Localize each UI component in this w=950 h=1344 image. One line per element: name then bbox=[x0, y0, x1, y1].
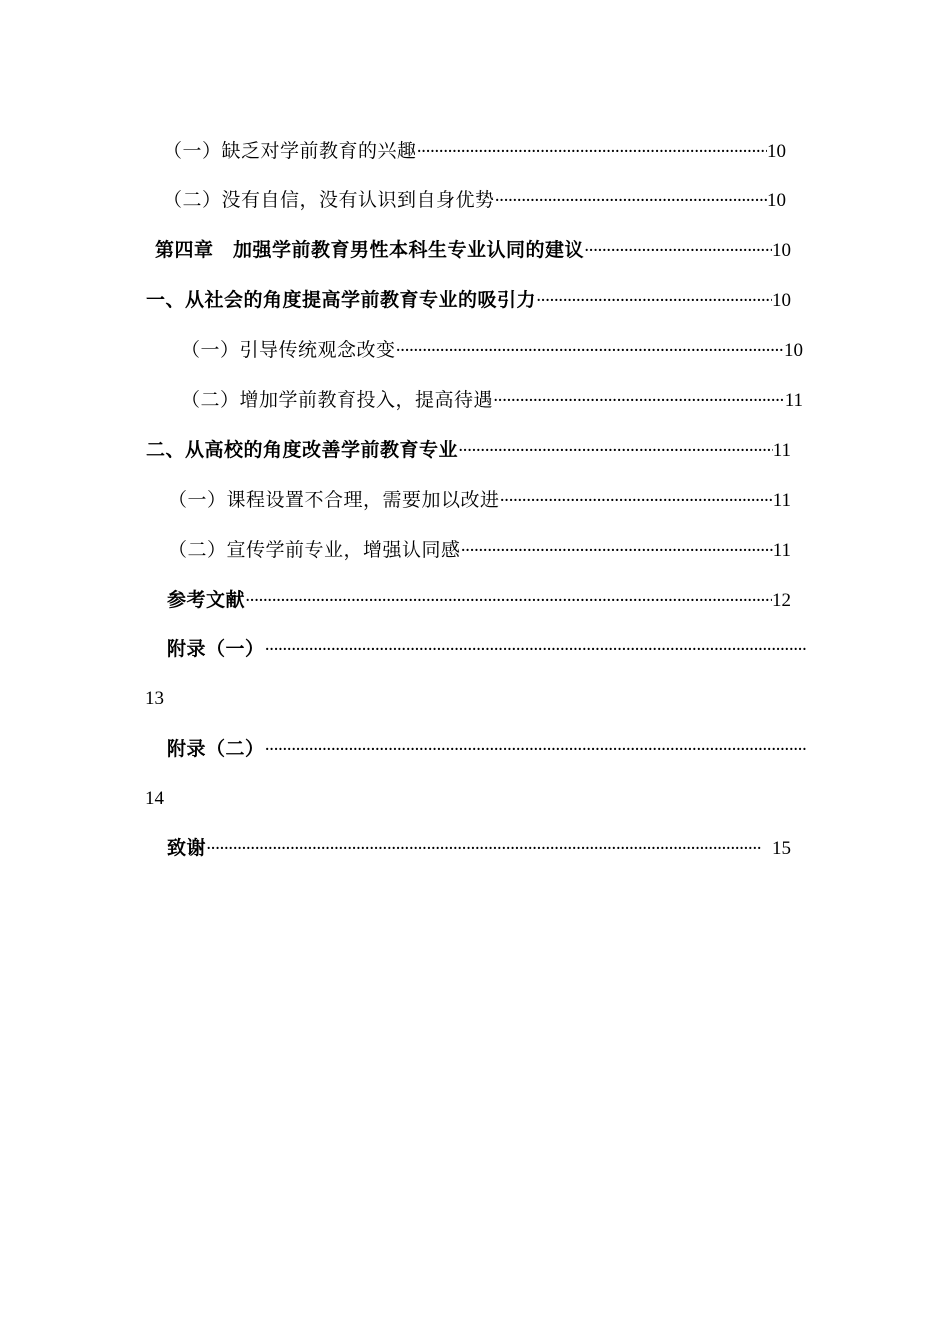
toc-entry-page: 10 bbox=[767, 190, 786, 211]
toc-entry[interactable] bbox=[163, 136, 786, 166]
toc-entry-page: 10 bbox=[772, 290, 791, 311]
toc-leader-dots bbox=[495, 186, 767, 215]
toc-entry-title: （一）引导传统观念改变 bbox=[181, 339, 396, 361]
toc-leader-dots bbox=[206, 834, 772, 863]
toc-entry-title: 二、从高校的角度改善学前教育专业 bbox=[146, 439, 459, 461]
toc-entry-title: （二）没有自信，没有认识到自身优势 bbox=[163, 189, 495, 211]
toc-entry-title: （二）增加学前教育投入，提高待遇 bbox=[181, 389, 494, 411]
toc-entry-page: 14 bbox=[145, 788, 164, 809]
toc-entry-appendix-1[interactable] bbox=[167, 634, 807, 664]
toc-entry-references[interactable] bbox=[167, 585, 791, 615]
toc-entry-title: 附录（二） bbox=[167, 738, 265, 760]
toc-entry[interactable] bbox=[168, 535, 791, 565]
toc-entry-page: 11 bbox=[772, 540, 791, 561]
toc-entry-chapter[interactable] bbox=[155, 235, 791, 265]
toc-entry-title: 附录（一） bbox=[167, 638, 265, 660]
toc-entry-appendix-2[interactable] bbox=[167, 734, 807, 764]
toc-entry-title: 一、从社会的角度提高学前教育专业的吸引力 bbox=[146, 289, 537, 311]
toc-entry-title: 致谢 bbox=[167, 837, 207, 859]
toc-entry-title: 参考文献 bbox=[167, 589, 246, 611]
toc-entry-page: 10 bbox=[767, 141, 786, 162]
toc-entry[interactable] bbox=[168, 485, 791, 515]
toc-entry[interactable] bbox=[181, 335, 803, 365]
toc-leader-dots bbox=[536, 286, 772, 315]
toc-entry-acknowledgements[interactable] bbox=[167, 833, 791, 863]
toc-leader-dots bbox=[584, 236, 772, 265]
toc-entry-page: 12 bbox=[772, 590, 791, 611]
toc-entry-page: 10 bbox=[772, 240, 791, 261]
toc-entry[interactable] bbox=[163, 185, 786, 215]
toc-entry-page: 11 bbox=[772, 490, 791, 511]
toc-leader-dots bbox=[500, 486, 773, 515]
toc-leader-dots bbox=[458, 436, 773, 465]
toc-entry-title: 第四章 加强学前教育男性本科生专业认同的建议 bbox=[155, 239, 585, 261]
toc-entry-page: 11 bbox=[784, 390, 803, 411]
toc-leader-dots bbox=[493, 386, 785, 415]
toc-leader-dots bbox=[245, 586, 772, 615]
toc-leader-dots bbox=[417, 137, 767, 166]
toc-entry-page: 11 bbox=[772, 440, 791, 461]
toc-entry-page: 10 bbox=[784, 340, 803, 361]
toc-leader-dots bbox=[396, 336, 784, 365]
toc-leader-dots bbox=[265, 635, 807, 664]
toc-entry-title: （一）课程设置不合理，需要加以改进 bbox=[168, 489, 500, 511]
toc-entry-section[interactable] bbox=[146, 435, 791, 465]
toc-entry[interactable] bbox=[181, 385, 803, 415]
toc-entry-page: 15 bbox=[772, 838, 791, 859]
toc-entry-section[interactable] bbox=[146, 285, 791, 315]
toc-leader-dots bbox=[461, 536, 773, 565]
toc-entry-page: 13 bbox=[145, 688, 164, 709]
toc-leader-dots bbox=[265, 735, 807, 764]
toc-entry-title: （二）宣传学前专业，增强认同感 bbox=[168, 539, 461, 561]
toc-entry-title: （一）缺乏对学前教育的兴趣 bbox=[163, 140, 417, 162]
